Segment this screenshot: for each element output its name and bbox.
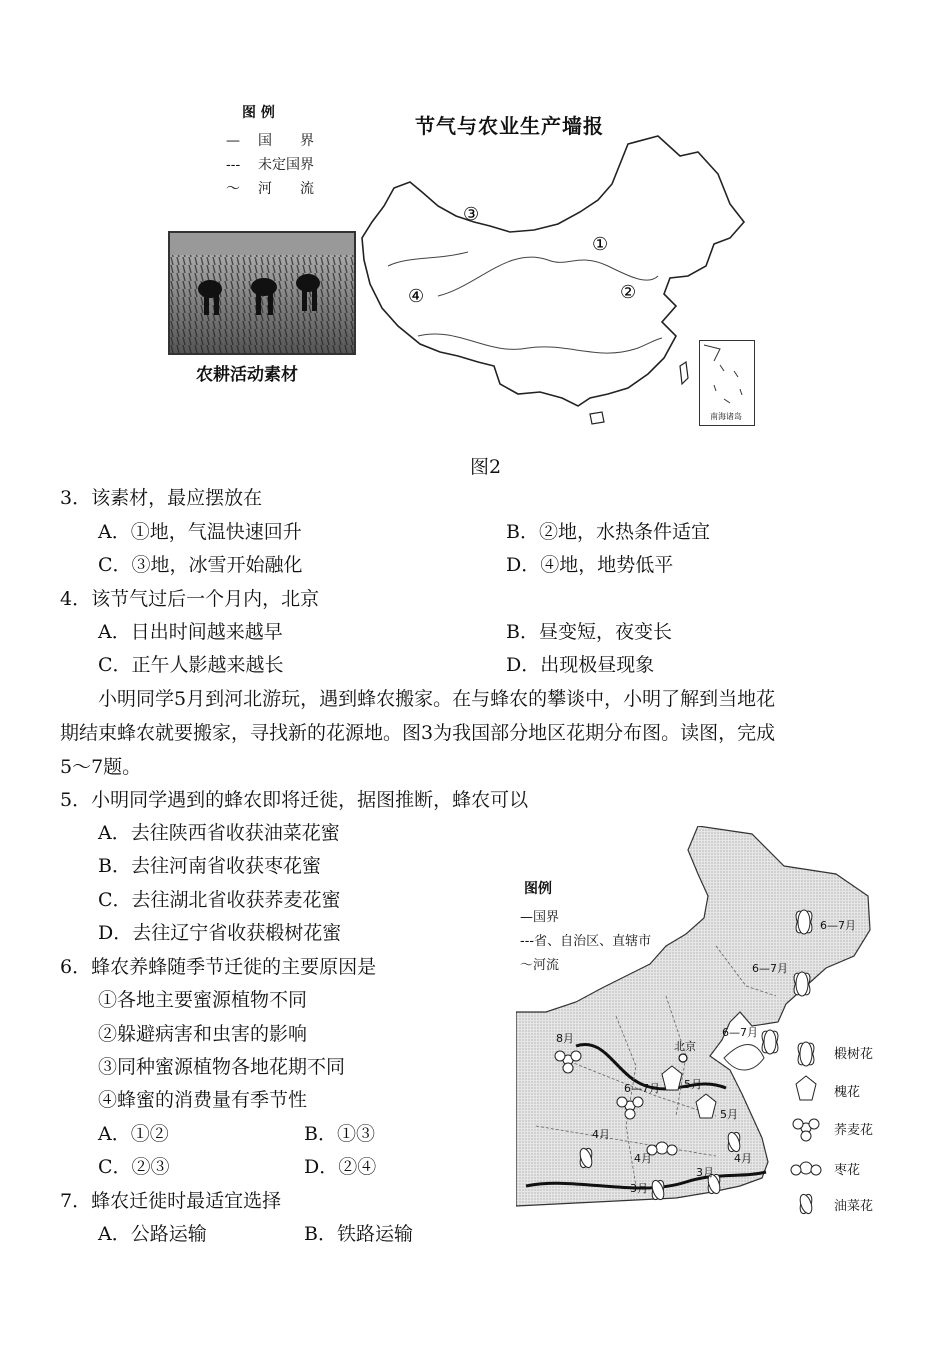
river-west: [388, 252, 468, 266]
question-3-option-d[interactable]: D．④地，地势低平: [506, 554, 674, 576]
china-map: [358, 126, 758, 431]
month-label: 4月: [634, 1152, 652, 1165]
month-label: 4月: [734, 1152, 752, 1165]
taiwan: [680, 362, 688, 384]
question-3-option-a[interactable]: A．①地，气温快速回升: [98, 521, 302, 543]
figure2-legend-row: [226, 154, 314, 174]
question-6-option-c[interactable]: C．②③: [98, 1156, 170, 1178]
question-4-stem: 4．该节气过后一个月内，北京: [60, 588, 320, 610]
month-label: 4月: [592, 1128, 610, 1141]
farming-photo: [168, 231, 356, 355]
month-label: 6—7月: [752, 962, 788, 975]
question-3-stem: 3．该素材，最应摆放在: [60, 487, 263, 509]
border-symbol: —: [226, 133, 240, 149]
linden-flower-icon: [795, 1041, 817, 1068]
inset-label: 南海诸岛: [710, 412, 742, 421]
intro-line-3: 5～7题。: [60, 756, 142, 778]
figure-3: [516, 826, 912, 1228]
month-label: 6—7月: [722, 1026, 758, 1039]
month-label: 3月: [696, 1166, 714, 1179]
figure2-legend-row: [226, 130, 314, 150]
beijing-dot: [679, 1054, 687, 1062]
figure-2: [160, 88, 940, 438]
map-marker: ③: [463, 204, 480, 225]
intro-line-1: 小明同学5月到河北游玩，遇到蜂农搬家。在与蜂农的攀谈中，小明了解到当地花: [98, 688, 776, 710]
month-label: 5月: [684, 1078, 702, 1091]
figure3-legend-province: ---省、自治区、直辖市: [520, 930, 651, 949]
figure3-legend-border: —国界: [520, 906, 559, 925]
intro-line-2: 期结束蜂农就要搬家，寻找新的花源地。图3为我国部分地区花期分布图。读图，完成: [60, 722, 776, 744]
month-label: 6—7月: [624, 1082, 660, 1095]
hainan: [590, 412, 604, 424]
question-3-option-b[interactable]: B．②地，水热条件适宜: [506, 521, 710, 543]
figure2-legend-title: 图 例: [242, 105, 275, 121]
question-7-option-a[interactable]: A．公路运输: [98, 1223, 207, 1245]
farming-photo-image: [170, 233, 354, 353]
question-4-option-b[interactable]: B．昼变短，夜变长: [506, 621, 672, 643]
question-5-option-c[interactable]: C．去往湖北省收获荞麦花蜜: [98, 889, 341, 911]
question-3-option-c[interactable]: C．③地，冰雪开始融化: [98, 554, 303, 576]
question-6-stem: 6．蜂农养蜂随季节迁徙的主要原因是: [60, 956, 377, 978]
inset-map: [700, 341, 754, 411]
flowering-map: [516, 826, 912, 1228]
poster-title: 节气与农业生产墙报: [415, 114, 604, 138]
city-label: 北京: [674, 1040, 696, 1053]
question-6-statement-2: ②躲避病害和虫害的影响: [98, 1023, 308, 1045]
question-6-statement-1: ①各地主要蜜源植物不同: [98, 989, 308, 1011]
question-6-option-b[interactable]: B．①③: [304, 1123, 375, 1145]
question-7-option-b[interactable]: B．铁路运输: [304, 1223, 413, 1245]
question-7-stem: 7．蜂农迁徙时最适宜选择: [60, 1190, 282, 1212]
question-5-option-d[interactable]: D．去往辽宁省收获椴树花蜜: [98, 922, 342, 944]
legend-label: 国 界: [258, 133, 314, 149]
flower-legend-label: 枣花: [834, 1163, 861, 1178]
month-label: 3月: [630, 1182, 648, 1195]
question-6-statement-3: ③同种蜜源植物各地花期不同: [98, 1056, 346, 1078]
photo-caption: 农耕活动素材: [196, 365, 298, 385]
map-marker: ②: [620, 282, 637, 303]
question-5-option-b[interactable]: B．去往河南省收获枣花蜜: [98, 855, 321, 877]
legend-label: 河 流: [258, 181, 314, 197]
question-6-statement-4: ④蜂蜜的消费量有季节性: [98, 1089, 308, 1111]
river-yangtze: [418, 334, 662, 353]
question-4-option-d[interactable]: D．出现极昼现象: [506, 654, 655, 676]
question-6-option-d[interactable]: D．②④: [304, 1156, 377, 1178]
flower-legend-label: 槐花: [834, 1085, 861, 1100]
question-6-option-a[interactable]: A．①②: [98, 1123, 169, 1145]
month-label: 8月: [556, 1032, 574, 1045]
figure3-legend-river: ～河流: [520, 954, 559, 973]
question-5-option-a[interactable]: A．去往陕西省收获油菜花蜜: [98, 822, 340, 844]
month-label: 6—7月: [820, 919, 856, 932]
legend-label: 未定国界: [258, 157, 314, 173]
question-4-option-a[interactable]: A．日出时间越来越早: [98, 621, 283, 643]
figure3-legend-title: 图例: [524, 878, 552, 898]
map-marker: ①: [592, 234, 609, 255]
river-symbol: ～: [226, 181, 240, 197]
flower-legend-label: 椴树花: [834, 1047, 874, 1062]
undetermined-border-symbol: ---: [226, 157, 241, 173]
figure2-legend-row: [226, 178, 314, 198]
figure-2-caption: 图2: [470, 456, 502, 478]
map-marker: ④: [408, 286, 425, 307]
question-5-stem: 5．小明同学遇到的蜂农即将迁徙，据图推断，蜂农可以: [60, 789, 529, 811]
south-china-sea-inset: [699, 340, 755, 426]
linden-flower-icon: [759, 1029, 781, 1056]
flower-legend-label: 油菜花: [834, 1199, 874, 1214]
question-4-option-c[interactable]: C．正午人影越来越长: [98, 654, 284, 676]
bohai-sea: [724, 1045, 764, 1071]
locust-flower-icon: [796, 1076, 816, 1100]
month-label: 5月: [720, 1108, 738, 1121]
flower-legend-label: 荞麦花: [834, 1123, 874, 1138]
